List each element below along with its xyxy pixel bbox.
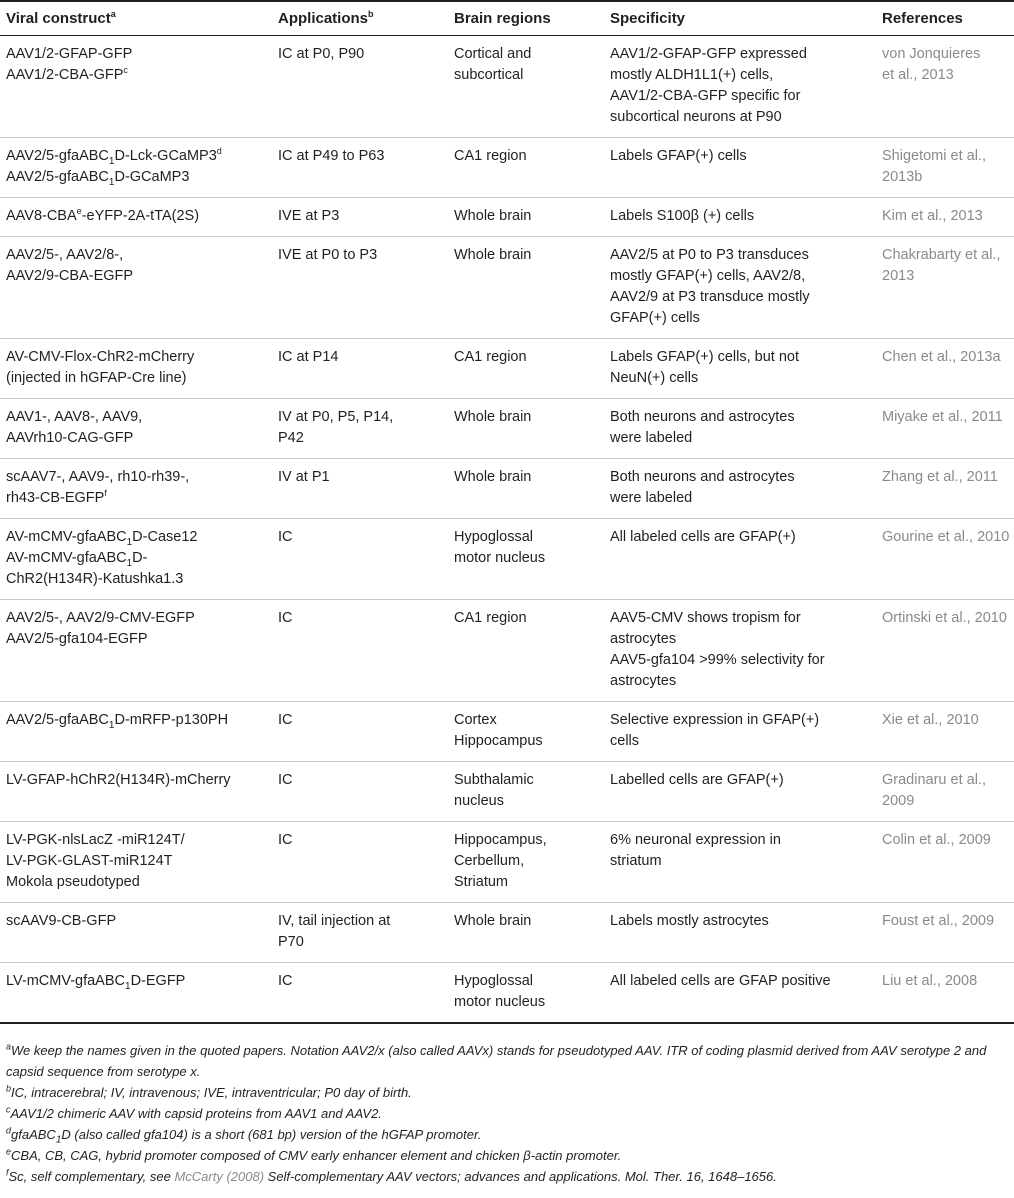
construct-line [6, 770, 268, 791]
cell-references-line: 2013b [882, 169, 923, 185]
cell-specificity-line: were labeled [610, 430, 693, 446]
cell-specificity-line: Labels GFAP(+) cells, but not [610, 349, 799, 365]
cell-references[interactable] [876, 237, 1014, 339]
cell-brain-regions-line: nucleus [454, 793, 504, 809]
cell-references[interactable] [876, 198, 1014, 237]
subscript: 1 [108, 155, 115, 167]
cell-specificity-line: GFAP(+) cells [610, 310, 700, 326]
footnote-mark: b [6, 1083, 12, 1094]
construct-text: ChR2(H134R)-Katushka1.3 [6, 571, 184, 587]
cell-applications [272, 702, 448, 762]
cell-brain-regions [448, 702, 604, 762]
cell-specificity-line: subcortical neurons at P90 [610, 109, 782, 125]
cell-references-line: Foust et al., 2009 [882, 913, 995, 929]
construct-text: D- [132, 550, 148, 566]
cell-viral-construct [0, 702, 272, 762]
cell-brain-regions-line: Hippocampus, [454, 832, 547, 848]
cell-applications [272, 600, 448, 702]
construct-text: LV-mCMV-gfaABC [6, 973, 125, 989]
subscript: 1 [108, 176, 115, 188]
cell-applications-line: IC [278, 712, 293, 728]
footnote [6, 1040, 1010, 1082]
cell-brain-regions [448, 399, 604, 459]
cell-references-line: et al., 2013 [882, 67, 954, 83]
table-row [0, 903, 1014, 963]
cell-brain-regions [448, 138, 604, 198]
cell-references-line: von Jonquieres [882, 46, 981, 62]
cell-brain-regions [448, 903, 604, 963]
construct-text: AAV2/5-, AAV2/9-CMV-EGFP [6, 610, 195, 626]
cell-specificity-line: striatum [610, 853, 662, 869]
cell-viral-construct [0, 519, 272, 600]
cell-applications-line: IV at P1 [278, 469, 330, 485]
cell-specificity [604, 36, 876, 138]
footnote-text: gfaABC [11, 1127, 56, 1142]
construct-text: LV-PGK-GLAST-miR124T [6, 853, 173, 869]
construct-text: AAV8-CBA [6, 208, 77, 224]
cell-viral-construct [0, 822, 272, 903]
cell-brain-regions [448, 339, 604, 399]
footnote-text: IC, intracerebral; IV, intravenous; IVE, intraventricular; P0 day of birth. [11, 1085, 412, 1100]
construct-text: rh43-CB-EGFP [6, 490, 105, 506]
cell-specificity [604, 459, 876, 519]
footnote-mark: f [6, 1167, 9, 1178]
cell-references-line: Xie et al., 2010 [882, 712, 979, 728]
cell-brain-regions-line: Whole brain [454, 247, 532, 263]
cell-references-line: 2013 [882, 268, 915, 284]
cell-brain-regions-line: subcortical [454, 67, 524, 83]
cell-specificity-line: Labelled cells are GFAP(+) [610, 772, 784, 788]
table-row [0, 138, 1014, 198]
table-row [0, 702, 1014, 762]
construct-text: AAV1-, AAV8-, AAV9, [6, 409, 143, 425]
construct-text: AAV2/9-CBA-EGFP [6, 268, 134, 284]
construct-line [6, 245, 268, 266]
construct-line [6, 44, 268, 65]
construct-text: AAVrh10-CAG-GFP [6, 430, 134, 446]
construct-text: D-GCaMP3 [114, 169, 190, 185]
cell-applications-line: IC at P14 [278, 349, 339, 365]
cell-applications-line: IC [278, 973, 293, 989]
cell-brain-regions [448, 963, 604, 1024]
cell-references-line: Miyake et al., 2011 [882, 409, 1003, 425]
header-viral-construct: Viral construct$^a$ [0, 2, 272, 36]
cell-applications-line: IC [278, 529, 293, 545]
construct-text: AAV2/5-gfa104-EGFP [6, 631, 148, 647]
construct-text: -eYFP-2A-tTA(2S) [81, 208, 200, 224]
cell-brain-regions-line: motor nucleus [454, 994, 546, 1010]
construct-text: LV-PGK-nlsLacZ -miR124T/ [6, 832, 185, 848]
footnote [6, 1082, 1010, 1103]
footnote-mark: f [104, 488, 107, 499]
footnote-text: Self-complementary AAV vectors; advances and applications. Mol. Ther. 16, 1648–1656. [264, 1169, 777, 1184]
cell-references-line: Liu et al., 2008 [882, 973, 978, 989]
subscript: 1 [126, 557, 133, 569]
cell-viral-construct [0, 459, 272, 519]
cell-specificity [604, 702, 876, 762]
cell-brain-regions-line: Whole brain [454, 409, 532, 425]
cell-applications-line: IC [278, 772, 293, 788]
cell-references[interactable] [876, 399, 1014, 459]
cell-specificity [604, 519, 876, 600]
cell-applications [272, 903, 448, 963]
cell-applications [272, 237, 448, 339]
footnote-mark: d [216, 146, 222, 157]
construct-line [6, 629, 268, 650]
viral-vector-table [0, 2, 1014, 1024]
cell-references-line: Kim et al., 2013 [882, 208, 983, 224]
cell-specificity-line: AAV2/5 at P0 to P3 transduces [610, 247, 809, 263]
construct-line [6, 911, 268, 932]
cell-applications-line: IC [278, 610, 293, 626]
subscript: 1 [125, 980, 131, 992]
cell-brain-regions [448, 198, 604, 237]
construct-text: D-Lck-GCaMP3 [114, 148, 217, 164]
construct-text: AAV2/5-, AAV2/8-, [6, 247, 124, 263]
footnote-mark: e [6, 1146, 12, 1157]
construct-text: AAV1/2-GFAP-GFP [6, 46, 133, 62]
table-header-row [0, 2, 1014, 36]
cell-viral-construct [0, 963, 272, 1024]
construct-text: AV-mCMV-gfaABC [6, 529, 127, 545]
construct-line [6, 608, 268, 629]
construct-text: D-EGFP [130, 973, 186, 989]
cell-brain-regions-line: CA1 region [454, 349, 527, 365]
cell-references-line: Gradinaru et al., [882, 772, 986, 788]
cell-references[interactable] [876, 903, 1014, 963]
construct-line [6, 368, 268, 389]
footnote-mark: a [6, 1041, 12, 1052]
cell-references[interactable] [876, 822, 1014, 903]
construct-line [6, 830, 268, 851]
cell-references-line: Chen et al., 2013a [882, 349, 1001, 365]
cell-specificity-line: Labels GFAP(+) cells [610, 148, 747, 164]
table-row [0, 822, 1014, 903]
cell-specificity-line: AAV5-CMV shows tropism for [610, 610, 801, 626]
cell-references[interactable] [876, 339, 1014, 399]
construct-text: scAAV7-, AAV9-, rh10-rh39-, [6, 469, 190, 485]
construct-line [6, 710, 268, 731]
cell-viral-construct [0, 36, 272, 138]
cell-brain-regions [448, 36, 604, 138]
cell-references-line: Ortinski et al., 2010 [882, 610, 1007, 626]
table-footnotes [6, 1040, 1010, 1187]
cell-viral-construct [0, 903, 272, 963]
cell-applications-line: IC [278, 832, 293, 848]
cell-specificity-line: cells [610, 733, 640, 749]
cell-viral-construct [0, 138, 272, 198]
cell-specificity-line: Both neurons and astrocytes [610, 409, 795, 425]
cell-references[interactable] [876, 762, 1014, 822]
construct-text: AAV2/5-gfaABC [6, 169, 109, 185]
cell-applications [272, 399, 448, 459]
cell-references-line: Gourine et al., 2010 [882, 529, 1010, 545]
table-row [0, 399, 1014, 459]
cell-applications [272, 459, 448, 519]
cell-specificity-line: NeuN(+) cells [610, 370, 699, 386]
cell-applications-line: IC at P0, P90 [278, 46, 365, 62]
construct-text: AV-CMV-Flox-ChR2-mCherry [6, 349, 195, 365]
construct-text: AV-mCMV-gfaABC [6, 550, 127, 566]
cell-specificity-line: astrocytes [610, 631, 677, 647]
footnote-mark: e [76, 206, 82, 217]
footnote-mark: c [123, 65, 128, 76]
construct-line [6, 65, 268, 86]
table-body [0, 36, 1014, 1024]
cell-references-line: Zhang et al., 2011 [882, 469, 998, 485]
cell-brain-regions-line: Hypoglossal [454, 973, 533, 989]
cell-applications-line: IC at P49 to P63 [278, 148, 385, 164]
subscript: 1 [108, 719, 115, 731]
cell-applications [272, 822, 448, 903]
cell-specificity [604, 600, 876, 702]
cell-specificity-line: 6% neuronal expression in [610, 832, 781, 848]
cell-specificity-line: AAV2/9 at P3 transduce mostly [610, 289, 810, 305]
construct-line [6, 167, 268, 188]
cell-references[interactable] [876, 36, 1014, 138]
table-row [0, 36, 1014, 138]
construct-line [6, 548, 268, 569]
cell-specificity [604, 903, 876, 963]
cell-viral-construct [0, 762, 272, 822]
footnote-mark: c [6, 1104, 11, 1115]
cell-applications [272, 519, 448, 600]
cell-brain-regions-line: Cortex [454, 712, 497, 728]
cell-references-line: Colin et al., 2009 [882, 832, 991, 848]
cell-specificity-line: were labeled [610, 490, 693, 506]
cell-brain-regions-line: Cortical and [454, 46, 532, 62]
cell-viral-construct [0, 399, 272, 459]
construct-line [6, 971, 268, 992]
cell-applications [272, 963, 448, 1024]
cell-references-line: Chakrabarty et al., [882, 247, 1001, 263]
cell-references[interactable] [876, 519, 1014, 600]
cell-references[interactable] [876, 702, 1014, 762]
cell-references-line: 2009 [882, 793, 915, 809]
cell-specificity [604, 138, 876, 198]
footnote [6, 1145, 1010, 1166]
cell-brain-regions-line: Hypoglossal [454, 529, 533, 545]
cell-brain-regions-line: Whole brain [454, 469, 532, 485]
cell-brain-regions-line: Hippocampus [454, 733, 543, 749]
footnote [6, 1166, 1010, 1187]
construct-text: D-Case12 [132, 529, 198, 545]
cell-brain-regions-line: Subthalamic [454, 772, 534, 788]
cell-applications-line: P70 [278, 934, 304, 950]
construct-text: Mokola pseudotyped [6, 874, 140, 890]
table-row [0, 237, 1014, 339]
table-row [0, 963, 1014, 1024]
footnote-mark: d [6, 1125, 12, 1136]
cell-specificity [604, 762, 876, 822]
cell-viral-construct [0, 237, 272, 339]
cell-specificity-line: Labels S100β (+) cells [610, 208, 755, 224]
construct-text: LV-GFAP-hChR2(H134R)-mCherry [6, 772, 231, 788]
cell-brain-regions [448, 237, 604, 339]
cell-applications-line: IV, tail injection at [278, 913, 391, 929]
construct-text: D-mRFP-p130PH [114, 712, 229, 728]
cell-specificity [604, 963, 876, 1024]
cell-applications [272, 36, 448, 138]
header-applications: Applications$^b$ [272, 2, 448, 36]
cell-specificity [604, 237, 876, 339]
cell-specificity [604, 822, 876, 903]
construct-line [6, 467, 268, 488]
cell-specificity-line: Labels mostly astrocytes [610, 913, 769, 929]
cell-specificity [604, 399, 876, 459]
cell-viral-construct [0, 600, 272, 702]
cell-specificity-line: All labeled cells are GFAP(+) [610, 529, 796, 545]
construct-text: (injected in hGFAP-Cre line) [6, 370, 187, 386]
footnote-text: CBA, CB, CAG, hybrid promoter composed of CMV early enhancer element and chicken β-actin promoter. [11, 1148, 622, 1163]
cell-references[interactable] [876, 600, 1014, 702]
cell-applications [272, 138, 448, 198]
table-row [0, 519, 1014, 600]
construct-line [6, 569, 268, 590]
cell-specificity-line: mostly ALDH1L1(+) cells, [610, 67, 774, 83]
construct-text: scAAV9-CB-GFP [6, 913, 117, 929]
cell-brain-regions-line: motor nucleus [454, 550, 546, 566]
cell-brain-regions-line: Striatum [454, 874, 508, 890]
cell-brain-regions-line: CA1 region [454, 610, 527, 626]
subscript: 1 [126, 536, 133, 548]
construct-line [6, 488, 268, 509]
citation-link[interactable]: McCarty (2008) [174, 1169, 265, 1184]
cell-brain-regions [448, 519, 604, 600]
header-specificity: Specificity [604, 2, 876, 36]
cell-viral-construct [0, 339, 272, 399]
cell-specificity-line: Both neurons and astrocytes [610, 469, 795, 485]
cell-specificity-line: Selective expression in GFAP(+) [610, 712, 820, 728]
cell-specificity [604, 198, 876, 237]
cell-references[interactable] [876, 138, 1014, 198]
construct-text: AAV2/5-gfaABC [6, 712, 109, 728]
cell-brain-regions [448, 600, 604, 702]
table-row [0, 600, 1014, 702]
footnote-text: D (also called gfa104) is a short (681 bp) version of the hGFAP promoter. [61, 1127, 482, 1142]
subscript: 1 [55, 1134, 62, 1146]
construct-line [6, 146, 268, 167]
cell-specificity-line: AAV5-gfa104 >99% selectivity for [610, 652, 825, 668]
cell-applications [272, 339, 448, 399]
footnote [6, 1124, 1010, 1145]
footnote-text: AAV1/2 chimeric AAV with capsid proteins from AAV1 and AAV2. [10, 1106, 382, 1121]
construct-line [6, 851, 268, 872]
cell-specificity-line: AAV1/2-CBA-GFP specific for [610, 88, 801, 104]
cell-viral-construct [0, 198, 272, 237]
construct-line [6, 407, 268, 428]
cell-brain-regions-line: Cerbellum, [454, 853, 525, 869]
cell-brain-regions [448, 762, 604, 822]
cell-brain-regions-line: Whole brain [454, 913, 532, 929]
cell-applications-line: IVE at P3 [278, 208, 340, 224]
cell-applications [272, 762, 448, 822]
cell-brain-regions [448, 822, 604, 903]
cell-brain-regions-line: Whole brain [454, 208, 532, 224]
cell-brain-regions-line: CA1 region [454, 148, 527, 164]
construct-text: AAV1/2-CBA-GFP [6, 67, 124, 83]
cell-applications [272, 198, 448, 237]
construct-line [6, 428, 268, 449]
cell-brain-regions [448, 459, 604, 519]
construct-line [6, 527, 268, 548]
cell-specificity [604, 339, 876, 399]
table-row [0, 459, 1014, 519]
cell-applications-line: P42 [278, 430, 304, 446]
construct-line [6, 206, 268, 227]
footnote [6, 1103, 1010, 1124]
cell-specificity-line: All labeled cells are GFAP positive [610, 973, 831, 989]
table-row [0, 198, 1014, 237]
cell-specificity-line: mostly GFAP(+) cells, AAV2/8, [610, 268, 806, 284]
construct-line [6, 266, 268, 287]
footnote-text: Sc, self complementary, see [8, 1169, 175, 1184]
cell-applications-line: IVE at P0 to P3 [278, 247, 378, 263]
header-references: References [876, 2, 1014, 36]
header-brain-regions: Brain regions [448, 2, 604, 36]
footnote-text: We keep the names given in the quoted papers. Notation AAV2/x (also called AAVx) stands for pseudotyped AAV. ITR of coding plasmid derived from AAV serotype 2 and capsid sequence from serotype x. [6, 1043, 987, 1079]
construct-text: AAV2/5-gfaABC [6, 148, 109, 164]
table-row [0, 339, 1014, 399]
construct-line [6, 347, 268, 368]
table-row [0, 762, 1014, 822]
cell-references[interactable] [876, 459, 1014, 519]
cell-references-line: Shigetomi et al., [882, 148, 986, 164]
cell-specificity-line: AAV1/2-GFAP-GFP expressed [610, 46, 807, 62]
cell-specificity-line: astrocytes [610, 673, 677, 689]
cell-applications-line: IV at P0, P5, P14, [278, 409, 394, 425]
construct-line [6, 872, 268, 893]
cell-references[interactable] [876, 963, 1014, 1024]
